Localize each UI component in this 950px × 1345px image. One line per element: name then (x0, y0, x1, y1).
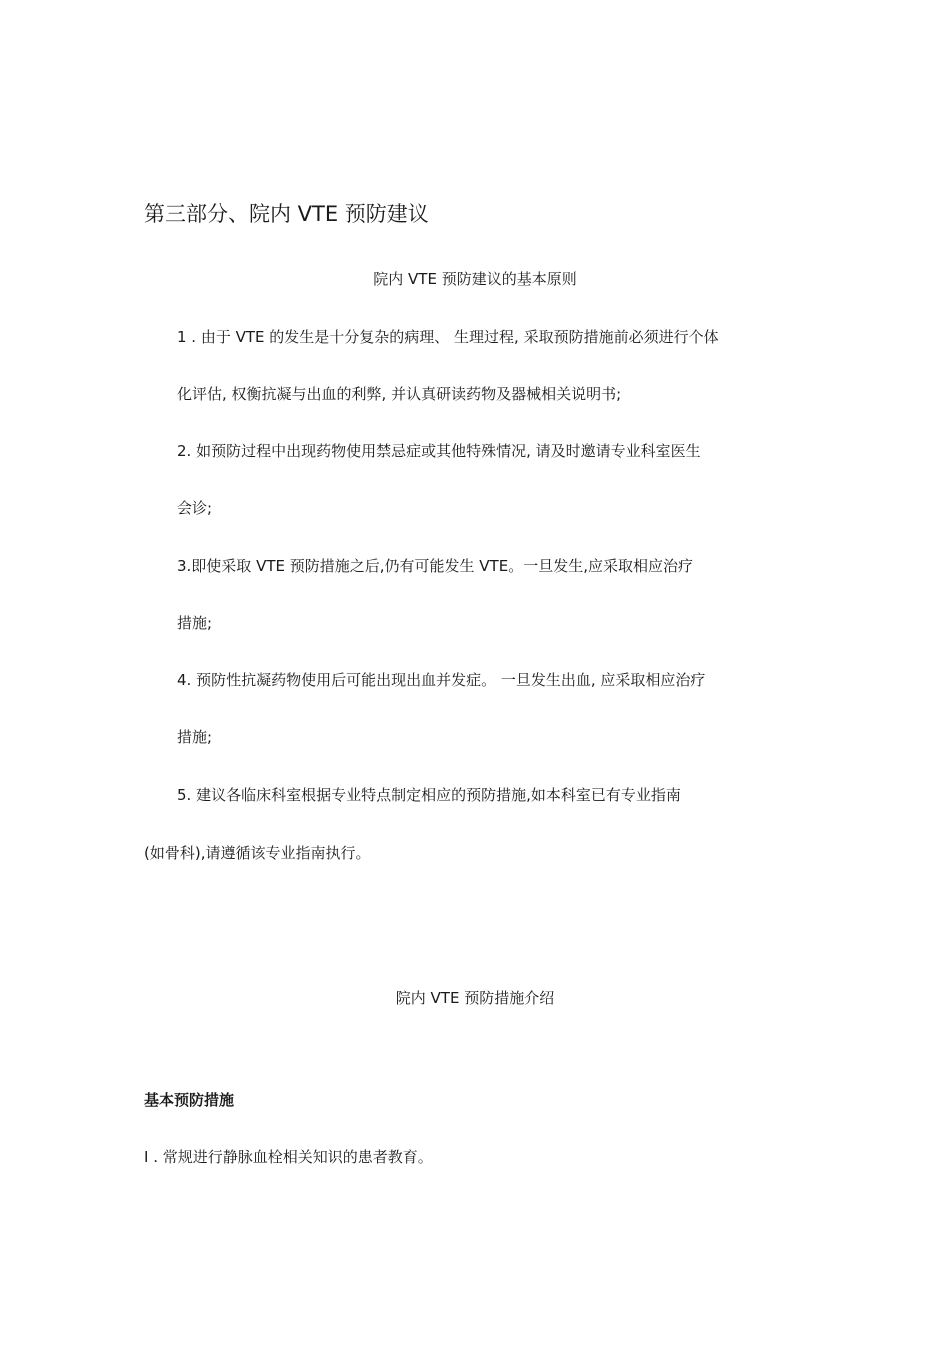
basic-measures-heading: 基本预防措施 (144, 1091, 235, 1109)
principles-heading: 院内 VTE 预防建议的基本原则 (373, 270, 577, 288)
principle-line-4: 会诊; (177, 499, 213, 517)
basic-measure-item-1: I . 常规进行静脉血栓相关知识的患者教育。 (144, 1148, 433, 1166)
principle-line-5: 3.即使采取 VTE 预防措施之后,仍有可能发生 VTE。一旦发生,应采取相应治疗 (177, 557, 693, 575)
principle-line-8: 措施; (177, 728, 213, 746)
principle-line-3: 2. 如预防过程中出现药物使用禁忌症或其他特殊情况, 请及时邀请专业科室医生 (177, 442, 701, 460)
principle-line-10: (如骨科),请遵循该专业指南执行。 (144, 844, 371, 862)
principle-line-9: 5. 建议各临床科室根据专业特点制定相应的预防措施,如本科室已有专业指南 (177, 786, 681, 804)
principle-line-7: 4. 预防性抗凝药物使用后可能出现出血并发症。 一旦发生出血, 应采取相应治疗 (177, 671, 706, 689)
part-title: 第三部分、院内 VTE 预防建议 (144, 202, 429, 226)
principle-line-6: 措施; (177, 614, 213, 632)
principle-line-1: 1 . 由于 VTE 的发生是十分复杂的病理、 生理过程, 采取预防措施前必须进行个体 (177, 328, 719, 346)
principle-line-2: 化评估, 权衡抗凝与出血的利弊, 并认真研读药物及器械相关说明书; (177, 385, 622, 403)
measures-heading: 院内 VTE 预防措施介绍 (395, 989, 555, 1007)
